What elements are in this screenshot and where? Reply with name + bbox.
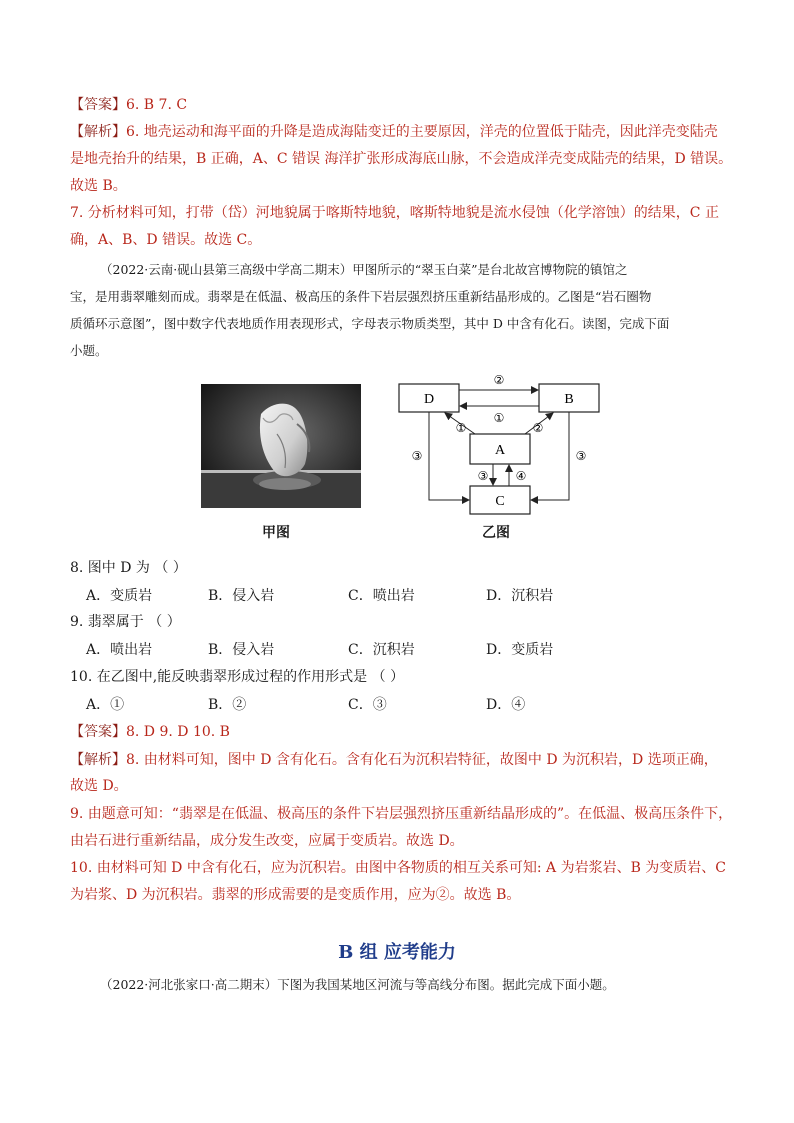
question-8-stem: 8. 图中 D 为 （ ） [70, 560, 187, 576]
answer-tag: 【答案】 [70, 97, 126, 113]
q8-option-d: D．沉积岩 [486, 588, 554, 604]
caption-right: 乙图 [482, 525, 510, 541]
analysis-line: 9. 由题意可知：“翡翠是在低温、极高压的条件下岩层强烈挤压重新结晶形成的”。在低温、极高压条件下， [70, 806, 733, 822]
label-3-right: ③ [575, 449, 587, 463]
analysis-line: 10. 由材料可知 D 中含有化石，应为沉积岩。由图中各物质的相互关系可知: A 为岩浆岩、B 为变质岩、C [70, 860, 727, 876]
section-title: B 组 应考能力 [338, 942, 456, 963]
box-a-label: A [494, 443, 506, 458]
analysis-line: 故选 D。 [70, 778, 128, 794]
label-2-right: ② [532, 421, 544, 435]
analysis-line: 由岩石进行重新结晶，成分发生改变，应属于变质岩。故选 D。 [70, 833, 464, 849]
label-1-left: ① [455, 421, 467, 435]
rock-cycle-diagram [395, 372, 635, 518]
q10-option-c: C．③ [348, 697, 387, 713]
analysis-tag: 【解析】 [70, 752, 126, 768]
q9-option-c: C．沉积岩 [348, 642, 415, 658]
analysis-line: 7. 分析材料可知，打带（岱）河地貌属于喀斯特地貌，喀斯特地貌是流水侵蚀（化学溶蚀）的结果，C 正 [70, 205, 719, 221]
jade-cabbage-photo [201, 384, 361, 508]
material-line: （2022·云南·砚山县第三高级中学高二期末）甲图所示的“翠玉白菜”是台北故宫博物院的镇馆之 [100, 262, 628, 277]
analysis-line [70, 750, 718, 770]
q9-option-a: A．喷出岩 [86, 642, 153, 658]
caption-left: 甲图 [262, 525, 290, 541]
label-1-mid: ① [493, 411, 505, 425]
material-line: 小题。 [70, 343, 108, 358]
box-d-label: D [423, 392, 435, 407]
answer-line-8-10 [70, 722, 230, 742]
label-3-left: ③ [411, 449, 423, 463]
q8-option-b: B．侵入岩 [208, 588, 275, 604]
question-9-stem: 9. 翡翠属于 （ ） [70, 614, 181, 630]
analysis-text: 6. 地壳运动和海平面的升降是造成海陆变迁的主要原因，洋壳的位置低于陆壳，因此洋壳变陆壳 [126, 124, 718, 140]
q10-option-a: A．① [86, 697, 125, 713]
answer-line-6-7 [70, 95, 187, 115]
analysis-tag: 【解析】 [70, 124, 126, 140]
answer-tag: 【答案】 [70, 724, 126, 740]
material-line: 宝，是用翡翠雕刻而成。翡翠是在低温、极高压的条件下岩层强烈挤压重新结晶形成的。乙图是“岩石圈物 [70, 289, 652, 304]
material-line: 质循环示意图”，图中数字代表地质作用表现形式，字母表示物质类型，其中 D 中含有化石。读图，完成下面 [70, 316, 670, 331]
q8-option-c: C．喷出岩 [348, 588, 415, 604]
label-2-top: ② [493, 373, 505, 387]
q10-option-d: D．④ [486, 697, 526, 713]
box-b-label: B [564, 392, 574, 407]
q10-option-b: B．② [208, 697, 247, 713]
analysis-line: 故选 B。 [70, 178, 127, 194]
question-10-stem: 10. 在乙图中,能反映翡翠形成过程的作用形式是 （ ） [70, 669, 405, 685]
answer-text: 6. B 7. C [126, 97, 188, 113]
q9-option-b: B．侵入岩 [208, 642, 275, 658]
analysis-line: 确，A、B、D 错误。故选 C。 [70, 232, 262, 248]
analysis-line: 是地壳抬升的结果，B 正确，A、C 错误 海洋扩张形成海底山脉，不会造成洋壳变成陆壳的结果，D 错误。 [70, 151, 733, 167]
answer-text: 8. D 9. D 10. B [126, 724, 230, 740]
q9-option-d: D．变质岩 [486, 642, 554, 658]
q8-option-a: A．变质岩 [86, 588, 153, 604]
label-4-center: ④ [515, 469, 527, 483]
material-2-line: （2022·河北张家口·高二期末）下图为我国某地区河流与等高线分布图。据此完成下面小题。 [100, 977, 615, 992]
label-3-center: ③ [477, 469, 489, 483]
box-c-label: C [495, 494, 505, 509]
analysis-line [70, 122, 718, 142]
analysis-line: 为岩浆、D 为沉积岩。翡翠的形成需要的是变质作用，应为②。故选 B。 [70, 887, 521, 903]
analysis-text: 8. 由材料可知，图中 D 含有化石。含有化石为沉积岩特征，故图中 D 为沉积岩，D 选项正确， [126, 752, 718, 768]
